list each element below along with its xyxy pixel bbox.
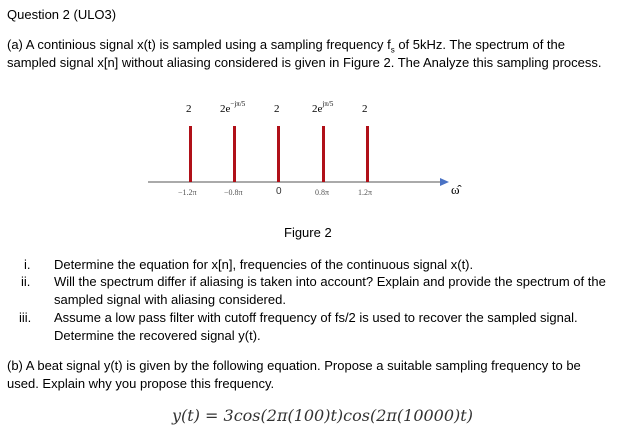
amp-label-4: $2e^{j\pi/5}$ bbox=[312, 100, 334, 115]
amp-label-3: 2 bbox=[274, 103, 280, 115]
question-title: Question 2 (ULO3) bbox=[7, 7, 117, 22]
stem-neg-0p8pi bbox=[233, 126, 236, 182]
amp-label-1: 2 bbox=[186, 103, 192, 115]
fs-subscript: s bbox=[390, 45, 395, 55]
stem-pos-0p8pi bbox=[322, 126, 325, 182]
part-a-line-1-text: (a) A continious signal x(t) is sampled using a sampling frequency f bbox=[7, 37, 391, 52]
beat-signal-equation: y(t) = 3cos(2π(100)t)cos(2π(10000)t) bbox=[172, 406, 473, 425]
part-b-line-2: used. Explain why you propose this frequency. bbox=[7, 376, 275, 391]
omega-hat-axis-label: ω̂ bbox=[451, 182, 460, 197]
tick-label-4: 0.8π bbox=[315, 188, 330, 197]
task-3-text: Assume a low pass filter with cutoff frequency of fs/2 is used to recover the sampled signal. Determine the recovered signal y(t). bbox=[54, 310, 578, 343]
tick-label-3: 0 bbox=[276, 186, 282, 197]
task-3-num: iii. bbox=[19, 310, 32, 325]
task-1-text: Determine the equation for x[n], frequencies of the continuous signal x(t). bbox=[54, 257, 474, 272]
stem-neg-1p2pi bbox=[189, 126, 192, 182]
stem-zero bbox=[277, 126, 280, 182]
part-b-line-1: (b) A beat signal y(t) is given by the following equation. Propose a suitable sampling frequency to be bbox=[7, 358, 581, 373]
task-2-num: ii. bbox=[21, 274, 31, 289]
figure-caption: Figure 2 bbox=[284, 225, 332, 240]
tick-label-1: −1.2π bbox=[178, 188, 197, 197]
tick-label-2: −0.8π bbox=[224, 188, 243, 197]
amp-label-5: 2 bbox=[362, 103, 368, 115]
spectrum-figure bbox=[140, 90, 480, 205]
part-a-line-2: sampled signal x[n] without aliasing considered is given in Figure 2. The Analyze this sampling process. bbox=[7, 55, 602, 70]
amp-label-2: $2e^{-j\pi/5}$ bbox=[220, 100, 246, 115]
tick-label-5: 1.2π bbox=[358, 188, 373, 197]
stem-pos-1p2pi bbox=[366, 126, 369, 182]
part-a-line-1-end: of 5kHz. The spectrum of the bbox=[394, 37, 565, 52]
task-2-text: Will the spectrum differ if aliasing is taken into account? Explain and provide the spectrum of the sampled signal with aliasing considered. bbox=[54, 274, 606, 307]
task-1-num: i. bbox=[24, 257, 31, 272]
